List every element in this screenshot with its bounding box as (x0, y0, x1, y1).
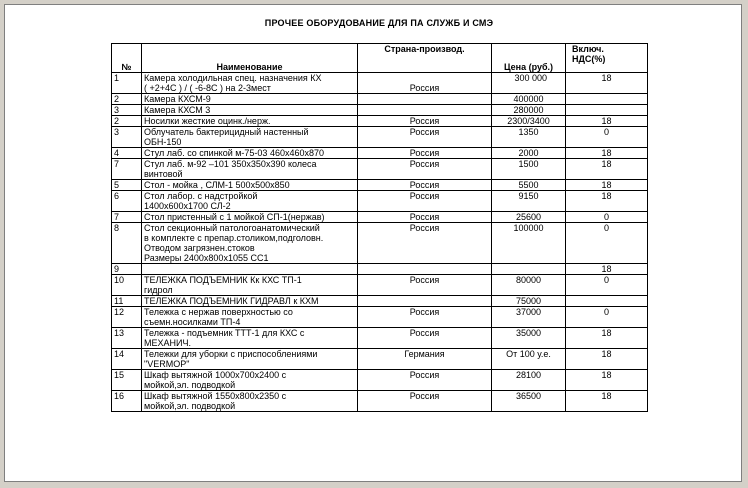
cell-country (358, 116, 492, 127)
cell-vat-line (568, 296, 645, 306)
cell-country (358, 223, 492, 264)
cell-name-line: Тележка с нержав поверхностью со (144, 307, 293, 317)
cell-country (358, 148, 492, 159)
cell-price-line: 1350 (518, 127, 539, 137)
cell-number: 5 (112, 180, 142, 191)
cell-name-line: винтовой (144, 169, 183, 179)
cell-name-line: ТЕЛЕЖКА ПОДЪЕМНИК Кк КХС ТП-1 (144, 275, 302, 285)
cell-vat-line: 18 (601, 159, 612, 169)
cell-name (142, 391, 358, 412)
cell-vat (566, 296, 648, 307)
cell-name-line: ОБН-150 (144, 137, 182, 147)
cell-vat-line: 0 (603, 307, 609, 317)
cell-name (142, 73, 358, 94)
table-row (112, 191, 648, 212)
cell-vat (566, 223, 648, 264)
cell-number: 7 (112, 159, 142, 180)
cell-name (142, 94, 358, 105)
cell-vat-line: 18 (601, 148, 612, 158)
cell-name-line: Стул лаб. м-92 –101 350х350х390 колеса (144, 159, 317, 169)
cell-country-line: Россия (409, 127, 440, 137)
cell-name-line: "VERMOP" (144, 359, 190, 369)
cell-name (142, 296, 358, 307)
cell-name (142, 275, 358, 296)
cell-name (142, 148, 358, 159)
cell-number: 16 (112, 391, 142, 412)
table-row (112, 391, 648, 412)
cell-price (492, 275, 566, 296)
document-title: ПРОЧЕЕ ОБОРУДОВАНИЕ ДЛЯ ПА СЛУЖБ И СМЭ (264, 18, 494, 28)
cell-vat (566, 148, 648, 159)
header-name: Наименование (142, 44, 358, 73)
header-vat (566, 44, 648, 73)
cell-vat (566, 328, 648, 349)
cell-vat-line: 0 (603, 275, 609, 285)
cell-price-line: 100000 (513, 223, 544, 233)
cell-country (358, 307, 492, 328)
cell-number: 4 (112, 148, 142, 159)
cell-price-line: 36500 (515, 391, 542, 401)
cell-country (358, 191, 492, 212)
cell-name-line: Шкаф вытяжной 1000х700х2400 с (144, 370, 287, 380)
table-row (112, 148, 648, 159)
cell-name-line: Камера КХСМ-9 (144, 94, 211, 104)
cell-country-line (360, 296, 489, 306)
cell-name-line: мойкой,эл. подводкой (144, 401, 236, 411)
cell-price (492, 191, 566, 212)
cell-price-line: От 100 у.е. (506, 349, 551, 359)
cell-number: 13 (112, 328, 142, 349)
cell-vat (566, 127, 648, 148)
table-header-row (112, 44, 648, 73)
table-row (112, 180, 648, 191)
cell-number: 9 (112, 264, 142, 275)
cell-price-line: 280000 (513, 105, 544, 115)
cell-number: 11 (112, 296, 142, 307)
cell-price (492, 370, 566, 391)
cell-vat-line: 18 (601, 391, 612, 401)
cell-name-line: в комплекте с препар.столиком,подголовн. (144, 233, 324, 243)
cell-number: 6 (112, 191, 142, 212)
cell-name-line: Стол - мойка , СЛМ-1 500х500х850 (144, 180, 290, 190)
cell-name (142, 349, 358, 370)
cell-number: 14 (112, 349, 142, 370)
cell-price-line: 28100 (515, 370, 542, 380)
cell-vat-line: 0 (603, 212, 609, 222)
cell-number: 8 (112, 223, 142, 264)
cell-price (492, 296, 566, 307)
cell-name-line: Размеры 2400х800х1055 СС1 (144, 253, 269, 263)
cell-vat-line: 18 (601, 349, 612, 359)
cell-vat (566, 116, 648, 127)
cell-price-line: 300 000 (514, 73, 547, 83)
cell-number: 2 (112, 116, 142, 127)
cell-country (358, 94, 492, 105)
cell-price-line: 2300/3400 (507, 116, 550, 126)
table-row (112, 159, 648, 180)
cell-country-line: Россия (409, 148, 440, 158)
cell-price (492, 148, 566, 159)
cell-number: 12 (112, 307, 142, 328)
cell-country-line: Россия (409, 223, 440, 233)
cell-name (142, 127, 358, 148)
cell-country (358, 180, 492, 191)
cell-name-line: Тележки для уборки с приспособлениями (144, 349, 318, 359)
cell-name-line: Стол секционный патологоанатомический (144, 223, 320, 233)
cell-country-line (360, 73, 489, 83)
cell-country-line: Россия (409, 307, 440, 317)
cell-country-line: Россия (409, 159, 440, 169)
table-row (112, 116, 648, 127)
cell-country (358, 127, 492, 148)
document-viewport (4, 4, 742, 482)
table-row (112, 328, 648, 349)
cell-name-line: Стол пристенный с 1 мойкой СП-1(нержав) (144, 212, 325, 222)
cell-vat-line: 18 (601, 264, 612, 274)
cell-price-line: 2000 (518, 148, 539, 158)
cell-vat (566, 94, 648, 105)
cell-number: 7 (112, 212, 142, 223)
cell-price (492, 307, 566, 328)
cell-price-line: 1500 (518, 159, 539, 169)
cell-name-line: Тележка - подъемник ТТТ-1 для КХС с (144, 328, 305, 338)
cell-name-line: Шкаф вытяжной 1550х800х2350 с (144, 391, 287, 401)
cell-country (358, 296, 492, 307)
cell-vat (566, 307, 648, 328)
cell-vat-line: 18 (601, 370, 612, 380)
cell-name (142, 180, 358, 191)
cell-country-line: Германия (404, 349, 445, 359)
table-row (112, 296, 648, 307)
table-row (112, 264, 648, 275)
cell-name (142, 307, 358, 328)
cell-name-line: МЕХАНИЧ. (144, 338, 191, 348)
cell-country-line: Россия (409, 191, 440, 201)
cell-vat-line: 0 (603, 223, 609, 233)
cell-vat (566, 191, 648, 212)
cell-name-line: 1400х600х1700 СЛ-2 (144, 201, 231, 211)
cell-price-line: 25600 (515, 212, 542, 222)
cell-name-line: Камера КХСМ 3 (144, 105, 211, 115)
cell-vat (566, 391, 648, 412)
cell-country-line: Россия (409, 275, 440, 285)
header-vat-line1: Включ. (572, 44, 604, 54)
cell-price (492, 391, 566, 412)
table-row (112, 223, 648, 264)
cell-country (358, 212, 492, 223)
cell-vat (566, 264, 648, 275)
cell-name (142, 105, 358, 116)
cell-price-line: 75000 (515, 296, 542, 306)
cell-country-line: Россия (409, 116, 440, 126)
header-country: Страна-производ. (358, 44, 492, 73)
table-row (112, 105, 648, 116)
equipment-table (111, 43, 648, 412)
table-row (112, 94, 648, 105)
cell-name-line: Стул лаб. со спинкой м-75-03 460х460х870 (144, 148, 324, 158)
table-row (112, 127, 648, 148)
cell-price-line: 80000 (515, 275, 542, 285)
cell-number: 1 (112, 73, 142, 94)
cell-vat (566, 275, 648, 296)
cell-price (492, 73, 566, 94)
cell-price (492, 264, 566, 275)
cell-country (358, 275, 492, 296)
cell-country-line: Россия (409, 328, 440, 338)
cell-price (492, 212, 566, 223)
cell-vat (566, 212, 648, 223)
cell-country-line (360, 264, 489, 274)
cell-vat-line: 18 (601, 191, 612, 201)
cell-price (492, 94, 566, 105)
cell-vat-line: 0 (603, 127, 609, 137)
cell-country (358, 370, 492, 391)
cell-number: 3 (112, 105, 142, 116)
cell-country (358, 391, 492, 412)
cell-price (492, 105, 566, 116)
cell-vat (566, 349, 648, 370)
cell-country-line: Россия (409, 370, 440, 380)
cell-country-line: Россия (409, 212, 440, 222)
cell-name (142, 159, 358, 180)
cell-price-line (494, 264, 563, 274)
cell-name (142, 191, 358, 212)
cell-price (492, 116, 566, 127)
cell-name (142, 212, 358, 223)
cell-country (358, 264, 492, 275)
cell-name-line: съемн.носилками ТП-4 (144, 317, 241, 327)
cell-price-line: 37000 (515, 307, 542, 317)
cell-vat-line: 18 (601, 73, 612, 83)
header-price: Цена (руб.) (492, 44, 566, 73)
cell-name-line: Камера холодильная спец. назначения КХ (144, 73, 322, 83)
cell-country-line: Россия (409, 83, 440, 93)
cell-country (358, 349, 492, 370)
cell-name-line: мойкой,эл. подводкой (144, 380, 236, 390)
cell-name-line: гидрол (144, 285, 173, 295)
cell-country (358, 73, 492, 94)
cell-vat-line: 18 (601, 116, 612, 126)
cell-price-line: 400000 (513, 94, 544, 104)
header-vat-line2: НДС(%) (572, 54, 606, 64)
cell-name (142, 223, 358, 264)
cell-price (492, 127, 566, 148)
cell-number: 2 (112, 94, 142, 105)
cell-country (358, 328, 492, 349)
cell-price (492, 159, 566, 180)
cell-price (492, 328, 566, 349)
cell-price (492, 223, 566, 264)
cell-number: 15 (112, 370, 142, 391)
cell-number: 10 (112, 275, 142, 296)
cell-name-line: Носилки жесткие оцинк./нерж. (144, 116, 271, 126)
cell-price (492, 349, 566, 370)
cell-country-line (360, 105, 489, 115)
cell-vat (566, 370, 648, 391)
cell-name-line: Отводом загрязнен.стоков (144, 243, 255, 253)
cell-vat-line: 18 (601, 328, 612, 338)
cell-vat (566, 159, 648, 180)
cell-vat (566, 180, 648, 191)
cell-price (492, 180, 566, 191)
cell-number: 3 (112, 127, 142, 148)
cell-price-line: 9150 (518, 191, 539, 201)
cell-name (142, 370, 358, 391)
table-row (112, 275, 648, 296)
cell-price-line: 5500 (518, 180, 539, 190)
cell-vat-line (568, 105, 645, 115)
cell-vat-line: 18 (601, 180, 612, 190)
cell-country (358, 159, 492, 180)
table-row (112, 307, 648, 328)
cell-name-line: Облучатель бактерицидный настенный (144, 127, 309, 137)
cell-name (142, 328, 358, 349)
table-row (112, 73, 648, 94)
table-row (112, 212, 648, 223)
cell-country-line: Россия (409, 180, 440, 190)
cell-name (142, 116, 358, 127)
header-number: № (112, 44, 142, 73)
cell-vat (566, 105, 648, 116)
cell-country (358, 105, 492, 116)
cell-name-line (144, 264, 355, 274)
cell-country-line (360, 94, 489, 104)
cell-vat (566, 73, 648, 94)
cell-name (142, 264, 358, 275)
cell-country-line: Россия (409, 391, 440, 401)
table-row (112, 370, 648, 391)
cell-name-line: ТЕЛЕЖКА ПОДЪЕМНИК ГИДРАВЛ к КХМ (144, 296, 319, 306)
cell-name-line: ( +2+4С ) / ( -6-8С ) на 2-3мест (144, 83, 271, 93)
cell-name-line: Стол лабор. с надстройкой (144, 191, 258, 201)
cell-price-line: 35000 (515, 328, 542, 338)
table-row (112, 349, 648, 370)
cell-vat-line (568, 94, 645, 104)
